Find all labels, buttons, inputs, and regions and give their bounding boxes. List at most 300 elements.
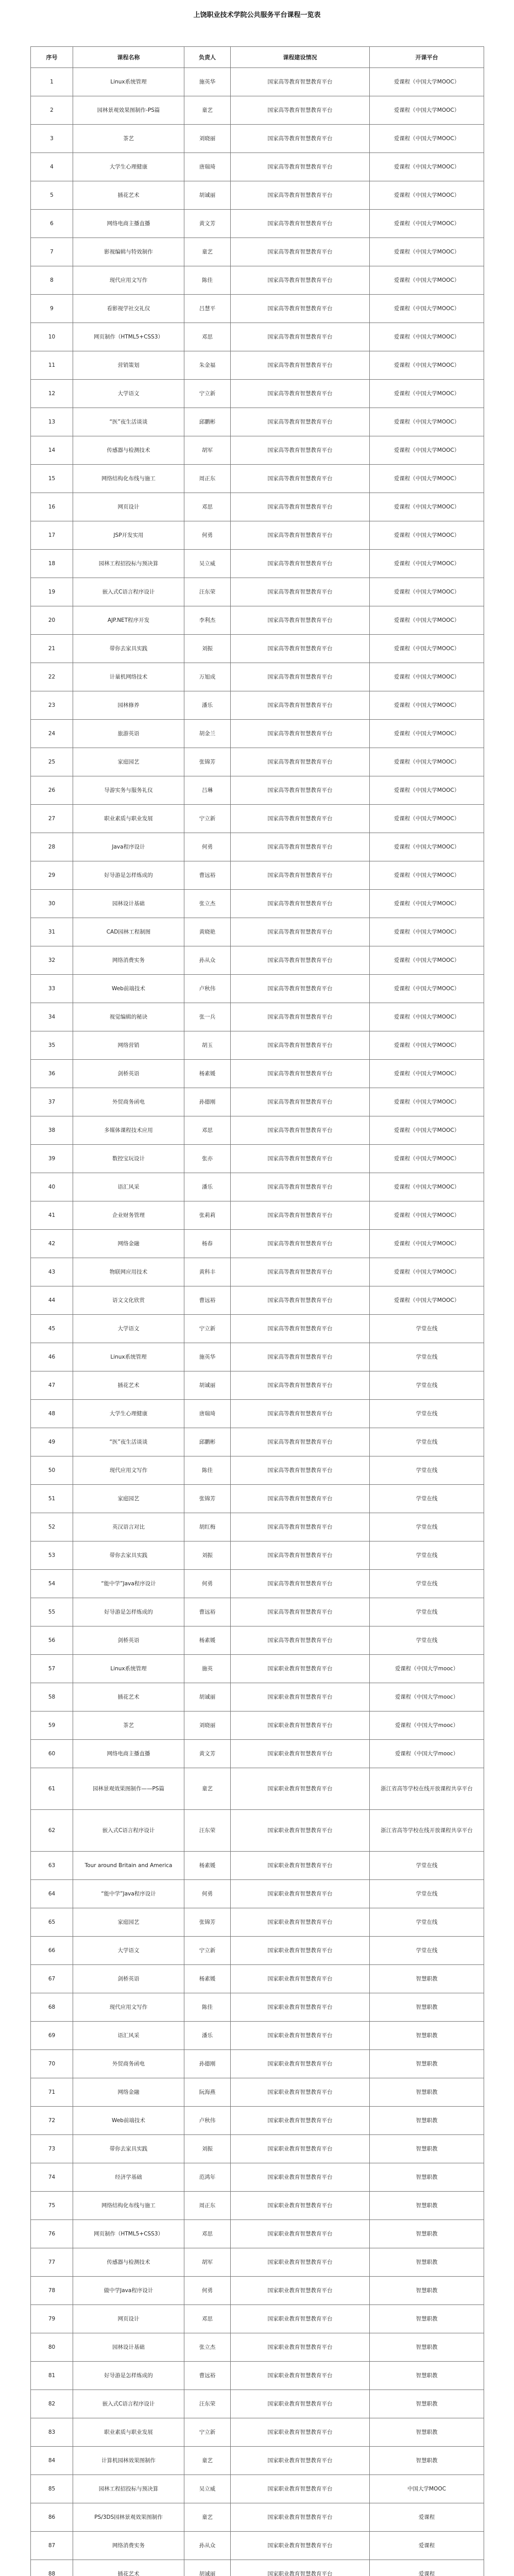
cell-index: 79 — [31, 2305, 73, 2333]
cell-construction: 国家高等教育智慧教育平台 — [231, 493, 370, 521]
cell-lead: 胡诚丽 — [184, 2560, 231, 2576]
cell-index: 28 — [31, 833, 73, 861]
table-row — [31, 295, 484, 323]
cell-platform: 爱课程（中国大学MOOC） — [370, 805, 484, 833]
cell-lead: 潘乐 — [184, 691, 231, 720]
cell-construction: 国家职业教育智慧教育平台 — [231, 2560, 370, 2576]
cell-index: 7 — [31, 238, 73, 266]
cell-course-name: 大学生心理健康 — [73, 153, 184, 181]
cell-platform: 智慧职教 — [370, 2277, 484, 2305]
table-row — [31, 408, 484, 436]
cell-construction: 国家高等教育智慧教育平台 — [231, 210, 370, 238]
cell-platform: 爱课程（中国大学MOOC） — [370, 238, 484, 266]
cell-construction: 国家高等教育智慧教育平台 — [231, 1230, 370, 1258]
cell-platform: 学堂在线 — [370, 1485, 484, 1513]
cell-platform: 爱课程（中国大学MOOC） — [370, 68, 484, 96]
cell-course-name: Tour around Britain and America — [73, 1852, 184, 1880]
cell-construction: 国家高等教育智慧教育平台 — [231, 1258, 370, 1286]
cell-index: 72 — [31, 2107, 73, 2135]
table-row — [31, 1852, 484, 1880]
table-row — [31, 266, 484, 295]
table-row — [31, 1315, 484, 1343]
cell-course-name: 导游实务与服务礼仪 — [73, 776, 184, 805]
table-row — [31, 1173, 484, 1201]
cell-course-name: PS/3DS园林景观效果图制作 — [73, 2503, 184, 2532]
cell-lead: 曹远裕 — [184, 861, 231, 890]
cell-course-name: 网页制作（HTML5+CSS3） — [73, 323, 184, 351]
cell-course-name: 旅游英语 — [73, 720, 184, 748]
cell-course-name: Linux系统管理 — [73, 1343, 184, 1371]
cell-lead: 邓思 — [184, 2305, 231, 2333]
cell-index: 32 — [31, 946, 73, 975]
cell-construction: 国家高等教育智慧教育平台 — [231, 1003, 370, 1031]
cell-course-name: 网络消费实务 — [73, 946, 184, 975]
cell-lead: 胡玉 — [184, 1031, 231, 1060]
cell-platform: 爱课程（中国大学MOOC） — [370, 1116, 484, 1145]
cell-course-name: 嵌入式C语言程序设计 — [73, 1810, 184, 1852]
cell-course-name: 家庭园艺 — [73, 748, 184, 776]
cell-lead: 胡诚丽 — [184, 1371, 231, 1400]
cell-lead: 朱金福 — [184, 351, 231, 380]
cell-platform: 智慧职教 — [370, 2248, 484, 2277]
cell-lead: 吴立威 — [184, 2475, 231, 2503]
cell-platform: 爱课程（中国大学MOOC） — [370, 493, 484, 521]
cell-lead: 童艺 — [184, 96, 231, 125]
cell-lead: 阮海燕 — [184, 2078, 231, 2107]
cell-course-name: 园林修养 — [73, 691, 184, 720]
cell-course-name: 剑桥英语 — [73, 1965, 184, 1993]
cell-course-name: Java程序设计 — [73, 833, 184, 861]
cell-platform: 智慧职教 — [370, 1965, 484, 1993]
cell-course-name: “医”夜生活谈谈 — [73, 408, 184, 436]
cell-course-name: 现代应用文写作 — [73, 266, 184, 295]
cell-course-name: 好导游是怎样炼成的 — [73, 2362, 184, 2390]
table-row — [31, 2475, 484, 2503]
cell-lead: 汪东荣 — [184, 1810, 231, 1852]
cell-construction: 国家职业教育智慧教育平台 — [231, 1852, 370, 1880]
cell-construction: 国家高等教育智慧教育平台 — [231, 918, 370, 946]
cell-lead: 刘振 — [184, 635, 231, 663]
cell-index: 66 — [31, 1937, 73, 1965]
cell-course-name: 插花艺术 — [73, 1371, 184, 1400]
table-row — [31, 748, 484, 776]
cell-lead: 施英 — [184, 1655, 231, 1683]
cell-index: 18 — [31, 550, 73, 578]
cell-lead: 卢秋伟 — [184, 2107, 231, 2135]
cell-course-name: “医”夜生活谈谈 — [73, 1428, 184, 1456]
cell-course-name: 外贸商务函电 — [73, 1088, 184, 1116]
cell-index: 50 — [31, 1456, 73, 1485]
cell-construction: 国家高等教育智慧教育平台 — [231, 436, 370, 465]
table-row — [31, 125, 484, 153]
cell-construction: 国家高等教育智慧教育平台 — [231, 691, 370, 720]
cell-construction: 国家高等教育智慧教育平台 — [231, 1145, 370, 1173]
table-row — [31, 1513, 484, 1541]
cell-construction: 国家高等教育智慧教育平台 — [231, 890, 370, 918]
cell-index: 86 — [31, 2503, 73, 2532]
table-row — [31, 1428, 484, 1456]
table-row — [31, 1965, 484, 1993]
cell-platform: 爱课程（中国大学MOOC） — [370, 1286, 484, 1315]
cell-index: 76 — [31, 2220, 73, 2248]
cell-course-name: AJP.NET程序开发 — [73, 606, 184, 635]
cell-index: 60 — [31, 1740, 73, 1768]
cell-course-name: 剑桥英语 — [73, 1626, 184, 1655]
cell-construction: 国家高等教育智慧教育平台 — [231, 96, 370, 125]
cell-index: 88 — [31, 2560, 73, 2576]
table-row — [31, 776, 484, 805]
cell-lead: 刘晓丽 — [184, 125, 231, 153]
cell-lead: 张莉莉 — [184, 1201, 231, 1230]
cell-index: 22 — [31, 663, 73, 691]
cell-index: 51 — [31, 1485, 73, 1513]
cell-lead: 刘振 — [184, 1541, 231, 1570]
cell-index: 33 — [31, 975, 73, 1003]
cell-lead: 宁立新 — [184, 1315, 231, 1343]
cell-course-name: 外贸商务函电 — [73, 2050, 184, 2078]
cell-course-name: 茶艺 — [73, 1711, 184, 1740]
cell-index: 71 — [31, 2078, 73, 2107]
table-row — [31, 2560, 484, 2576]
cell-platform: 智慧职教 — [370, 2022, 484, 2050]
cell-platform: 浙江省高等学校在线开放课程共享平台 — [370, 1810, 484, 1852]
cell-lead: 邓思 — [184, 1116, 231, 1145]
cell-index: 62 — [31, 1810, 73, 1852]
cell-lead: 汪东荣 — [184, 2390, 231, 2418]
cell-platform: 智慧职教 — [370, 2362, 484, 2390]
cell-index: 53 — [31, 1541, 73, 1570]
table-row — [31, 2362, 484, 2390]
cell-course-name: 家庭园艺 — [73, 1908, 184, 1937]
cell-platform: 学堂在线 — [370, 1513, 484, 1541]
cell-platform: 学堂在线 — [370, 1852, 484, 1880]
cell-construction: 国家高等教育智慧教育平台 — [231, 1031, 370, 1060]
cell-platform: 智慧职教 — [370, 2050, 484, 2078]
cell-platform: 智慧职教 — [370, 2107, 484, 2135]
cell-course-name: 嵌入式C语言程序设计 — [73, 2390, 184, 2418]
cell-platform: 爱课程（中国大学MOOC） — [370, 833, 484, 861]
cell-construction: 国家高等教育智慧教育平台 — [231, 578, 370, 606]
table-row — [31, 493, 484, 521]
cell-construction: 国家职业教育智慧教育平台 — [231, 2192, 370, 2220]
cell-construction: 国家高等教育智慧教育平台 — [231, 606, 370, 635]
cell-course-name: 视觉编辑的秘诀 — [73, 1003, 184, 1031]
cell-index: 30 — [31, 890, 73, 918]
cell-course-name: 语汇风采 — [73, 2022, 184, 2050]
cell-index: 70 — [31, 2050, 73, 2078]
cell-index: 6 — [31, 210, 73, 238]
cell-platform: 爱课程（中国大学mooc） — [370, 1740, 484, 1768]
cell-index: 85 — [31, 2475, 73, 2503]
cell-lead: 曹远裕 — [184, 2362, 231, 2390]
cell-lead: 杨素媛 — [184, 1626, 231, 1655]
cell-platform: 爱课程（中国大学MOOC） — [370, 776, 484, 805]
table-row — [31, 833, 484, 861]
cell-lead: 杨春 — [184, 1230, 231, 1258]
cell-lead: 宁立新 — [184, 805, 231, 833]
cell-course-name: 插花艺术 — [73, 2560, 184, 2576]
cell-course-name: 园林设计基础 — [73, 890, 184, 918]
cell-lead: 张锦芳 — [184, 1485, 231, 1513]
cell-platform: 爱课程（中国大学mooc） — [370, 1711, 484, 1740]
cell-index: 52 — [31, 1513, 73, 1541]
table-row — [31, 1088, 484, 1116]
cell-platform: 学堂在线 — [370, 1428, 484, 1456]
cell-course-name: “能中学”Java程序设计 — [73, 1570, 184, 1598]
table-row — [31, 2078, 484, 2107]
cell-lead: 胡军 — [184, 2248, 231, 2277]
cell-platform: 爱课程（中国大学MOOC） — [370, 975, 484, 1003]
table-row — [31, 861, 484, 890]
cell-lead: 陈佳 — [184, 1993, 231, 2022]
cell-construction: 国家职业教育智慧教育平台 — [231, 1880, 370, 1908]
cell-lead: 卢秋伟 — [184, 975, 231, 1003]
cell-construction: 国家职业教育智慧教育平台 — [231, 1655, 370, 1683]
cell-platform: 爱课程（中国大学MOOC） — [370, 748, 484, 776]
table-row — [31, 1768, 484, 1810]
table-row — [31, 2447, 484, 2475]
course-table — [30, 46, 484, 2576]
cell-lead: 唐瑞琦 — [184, 153, 231, 181]
cell-construction: 国家高等教育智慧教育平台 — [231, 465, 370, 493]
cell-index: 41 — [31, 1201, 73, 1230]
table-row — [31, 635, 484, 663]
cell-index: 2 — [31, 96, 73, 125]
cell-lead: 童艺 — [184, 238, 231, 266]
cell-platform: 学堂在线 — [370, 1343, 484, 1371]
table-row — [31, 1740, 484, 1768]
cell-lead: 黄文芳 — [184, 1740, 231, 1768]
cell-lead: 黄文芳 — [184, 210, 231, 238]
cell-platform: 学堂在线 — [370, 1371, 484, 1400]
table-row — [31, 720, 484, 748]
cell-course-name: 网页设计 — [73, 2305, 184, 2333]
table-row — [31, 2022, 484, 2050]
table-row — [31, 1400, 484, 1428]
cell-platform: 爱课程（中国大学mooc） — [370, 1683, 484, 1711]
cell-index: 64 — [31, 1880, 73, 1908]
table-row — [31, 1230, 484, 1258]
cell-platform: 爱课程（中国大学MOOC） — [370, 663, 484, 691]
cell-course-name: 网络消费实务 — [73, 2532, 184, 2560]
cell-course-name: 职业素质与职业发展 — [73, 805, 184, 833]
cell-platform: 爱课程（中国大学mooc） — [370, 1655, 484, 1683]
cell-lead: 胡金兰 — [184, 720, 231, 748]
cell-index: 37 — [31, 1088, 73, 1116]
table-row — [31, 96, 484, 125]
cell-platform: 学堂在线 — [370, 1570, 484, 1598]
cell-course-name: 职业素质与职业发展 — [73, 2418, 184, 2447]
table-row — [31, 1003, 484, 1031]
cell-construction: 国家职业教育智慧教育平台 — [231, 2362, 370, 2390]
cell-lead: 张亦 — [184, 1145, 231, 1173]
table-row — [31, 2418, 484, 2447]
cell-index: 78 — [31, 2277, 73, 2305]
cell-lead: 黄科丰 — [184, 1258, 231, 1286]
table-row — [31, 436, 484, 465]
cell-platform: 学堂在线 — [370, 1880, 484, 1908]
cell-platform: 爱课程（中国大学MOOC） — [370, 1060, 484, 1088]
cell-construction: 国家职业教育智慧教育平台 — [231, 2107, 370, 2135]
table-row — [31, 465, 484, 493]
cell-platform: 爱课程（中国大学MOOC） — [370, 550, 484, 578]
cell-index: 4 — [31, 153, 73, 181]
cell-platform: 爱课程（中国大学MOOC） — [370, 1258, 484, 1286]
cell-platform: 爱课程（中国大学MOOC） — [370, 1031, 484, 1060]
cell-construction: 国家高等教育智慧教育平台 — [231, 1428, 370, 1456]
cell-course-name: 网络结构化布线与施工 — [73, 2192, 184, 2220]
cell-index: 27 — [31, 805, 73, 833]
cell-platform: 爱课程（中国大学MOOC） — [370, 125, 484, 153]
table-row — [31, 2192, 484, 2220]
cell-course-name: 现代应用文写作 — [73, 1456, 184, 1485]
cell-index: 63 — [31, 1852, 73, 1880]
cell-lead: 吴立威 — [184, 550, 231, 578]
cell-construction: 国家高等教育智慧教育平台 — [231, 1173, 370, 1201]
cell-course-name: Linux系统管理 — [73, 68, 184, 96]
cell-construction: 国家高等教育智慧教育平台 — [231, 1343, 370, 1371]
table-row — [31, 1456, 484, 1485]
cell-index: 10 — [31, 323, 73, 351]
cell-construction: 国家职业教育智慧教育平台 — [231, 2022, 370, 2050]
header-index: 序号 — [31, 47, 73, 68]
cell-index: 59 — [31, 1711, 73, 1740]
cell-platform: 智慧职教 — [370, 2447, 484, 2475]
cell-lead: 张锦芳 — [184, 748, 231, 776]
cell-lead: 邓思 — [184, 493, 231, 521]
cell-lead: 陈佳 — [184, 1456, 231, 1485]
cell-platform: 智慧职教 — [370, 2418, 484, 2447]
table-row — [31, 323, 484, 351]
cell-course-name: 网络结构化布线与施工 — [73, 465, 184, 493]
cell-index: 46 — [31, 1343, 73, 1371]
cell-platform: 爱课程（中国大学MOOC） — [370, 465, 484, 493]
cell-platform: 学堂在线 — [370, 1400, 484, 1428]
cell-index: 65 — [31, 1908, 73, 1937]
cell-lead: 宁立新 — [184, 380, 231, 408]
cell-course-name: 网络电商主播直播 — [73, 210, 184, 238]
cell-construction: 国家职业教育智慧教育平台 — [231, 2078, 370, 2107]
table-row — [31, 1343, 484, 1371]
cell-platform: 智慧职教 — [370, 2163, 484, 2192]
cell-construction: 国家高等教育智慧教育平台 — [231, 1400, 370, 1428]
table-row — [31, 946, 484, 975]
cell-course-name: 插花艺术 — [73, 1683, 184, 1711]
cell-index: 21 — [31, 635, 73, 663]
cell-course-name: 网页设计 — [73, 493, 184, 521]
cell-platform: 爱课程（中国大学MOOC） — [370, 635, 484, 663]
cell-construction: 国家职业教育智慧教育平台 — [231, 1711, 370, 1740]
cell-course-name: CAD园林工程制图 — [73, 918, 184, 946]
cell-course-name: 英汉语言对比 — [73, 1513, 184, 1541]
cell-course-name: “能中学”Java程序设计 — [73, 1880, 184, 1908]
cell-lead: 孙从众 — [184, 2532, 231, 2560]
cell-lead: 邱鹏彬 — [184, 408, 231, 436]
cell-index: 1 — [31, 68, 73, 96]
cell-platform: 爱课程（中国大学MOOC） — [370, 266, 484, 295]
cell-construction: 国家高等教育智慧教育平台 — [231, 1485, 370, 1513]
cell-index: 40 — [31, 1173, 73, 1201]
cell-platform: 学堂在线 — [370, 1908, 484, 1937]
cell-platform: 学堂在线 — [370, 1456, 484, 1485]
cell-lead: 何勇 — [184, 1570, 231, 1598]
cell-lead: 宁立新 — [184, 1937, 231, 1965]
cell-index: 25 — [31, 748, 73, 776]
header-platform: 开课平台 — [370, 47, 484, 68]
cell-platform: 智慧职教 — [370, 2078, 484, 2107]
cell-lead: 张立杰 — [184, 2333, 231, 2362]
cell-course-name: 大学语文 — [73, 1315, 184, 1343]
cell-course-name: Web前端技术 — [73, 975, 184, 1003]
cell-construction: 国家高等教育智慧教育平台 — [231, 720, 370, 748]
cell-platform: 学堂在线 — [370, 1626, 484, 1655]
cell-platform: 爱课程（中国大学MOOC） — [370, 1003, 484, 1031]
cell-lead: 李利杰 — [184, 606, 231, 635]
cell-platform: 智慧职教 — [370, 2220, 484, 2248]
cell-platform: 爱课程（中国大学MOOC） — [370, 1173, 484, 1201]
cell-lead: 范鸿年 — [184, 2163, 231, 2192]
header-construction: 课程建设情况 — [231, 47, 370, 68]
cell-index: 74 — [31, 2163, 73, 2192]
page-title: 上饶职业技术学院公共服务平台课程一览表 — [193, 11, 321, 19]
table-row — [31, 1060, 484, 1088]
cell-course-name: 茶艺 — [73, 125, 184, 153]
table-row — [31, 2220, 484, 2248]
cell-course-name: 园林工程招投标与预决算 — [73, 550, 184, 578]
cell-construction: 国家高等教育智慧教育平台 — [231, 1116, 370, 1145]
cell-lead: 刘晓丽 — [184, 1711, 231, 1740]
cell-lead: 何勇 — [184, 833, 231, 861]
cell-platform: 学堂在线 — [370, 1315, 484, 1343]
cell-construction: 国家高等教育智慧教育平台 — [231, 380, 370, 408]
cell-index: 39 — [31, 1145, 73, 1173]
cell-index: 29 — [31, 861, 73, 890]
cell-lead: 何勇 — [184, 521, 231, 550]
cell-construction: 国家职业教育智慧教育平台 — [231, 2248, 370, 2277]
cell-platform: 中国大学MOOC — [370, 2475, 484, 2503]
cell-index: 55 — [31, 1598, 73, 1626]
cell-construction: 国家高等教育智慧教育平台 — [231, 323, 370, 351]
cell-platform: 爱课程（中国大学MOOC） — [370, 295, 484, 323]
cell-lead: 杨素媛 — [184, 1852, 231, 1880]
cell-lead: 万旭成 — [184, 663, 231, 691]
cell-course-name: 传感器与检测技术 — [73, 2248, 184, 2277]
cell-platform: 浙江省高等学校在线开放课程共享平台 — [370, 1768, 484, 1810]
cell-lead: 汪东荣 — [184, 578, 231, 606]
cell-construction: 国家高等教育智慧教育平台 — [231, 1371, 370, 1400]
cell-lead: 孙德刚 — [184, 1088, 231, 1116]
cell-index: 56 — [31, 1626, 73, 1655]
cell-course-name: 经济学基础 — [73, 2163, 184, 2192]
cell-construction: 国家高等教育智慧教育平台 — [231, 266, 370, 295]
cell-construction: 国家职业教育智慧教育平台 — [231, 2050, 370, 2078]
cell-lead: 杨素媛 — [184, 1965, 231, 1993]
table-row — [31, 1116, 484, 1145]
table-row — [31, 691, 484, 720]
cell-index: 13 — [31, 408, 73, 436]
table-row — [31, 2248, 484, 2277]
cell-course-name: 嵌入式C语言程序设计 — [73, 578, 184, 606]
table-row — [31, 1711, 484, 1740]
cell-course-name: 家庭园艺 — [73, 1485, 184, 1513]
cell-construction: 国家高等教育智慧教育平台 — [231, 1315, 370, 1343]
table-row — [31, 210, 484, 238]
cell-construction: 国家高等教育智慧教育平台 — [231, 153, 370, 181]
cell-index: 81 — [31, 2362, 73, 2390]
table-row — [31, 918, 484, 946]
cell-lead: 陈佳 — [184, 266, 231, 295]
cell-course-name: 现代应用文写作 — [73, 1993, 184, 2022]
